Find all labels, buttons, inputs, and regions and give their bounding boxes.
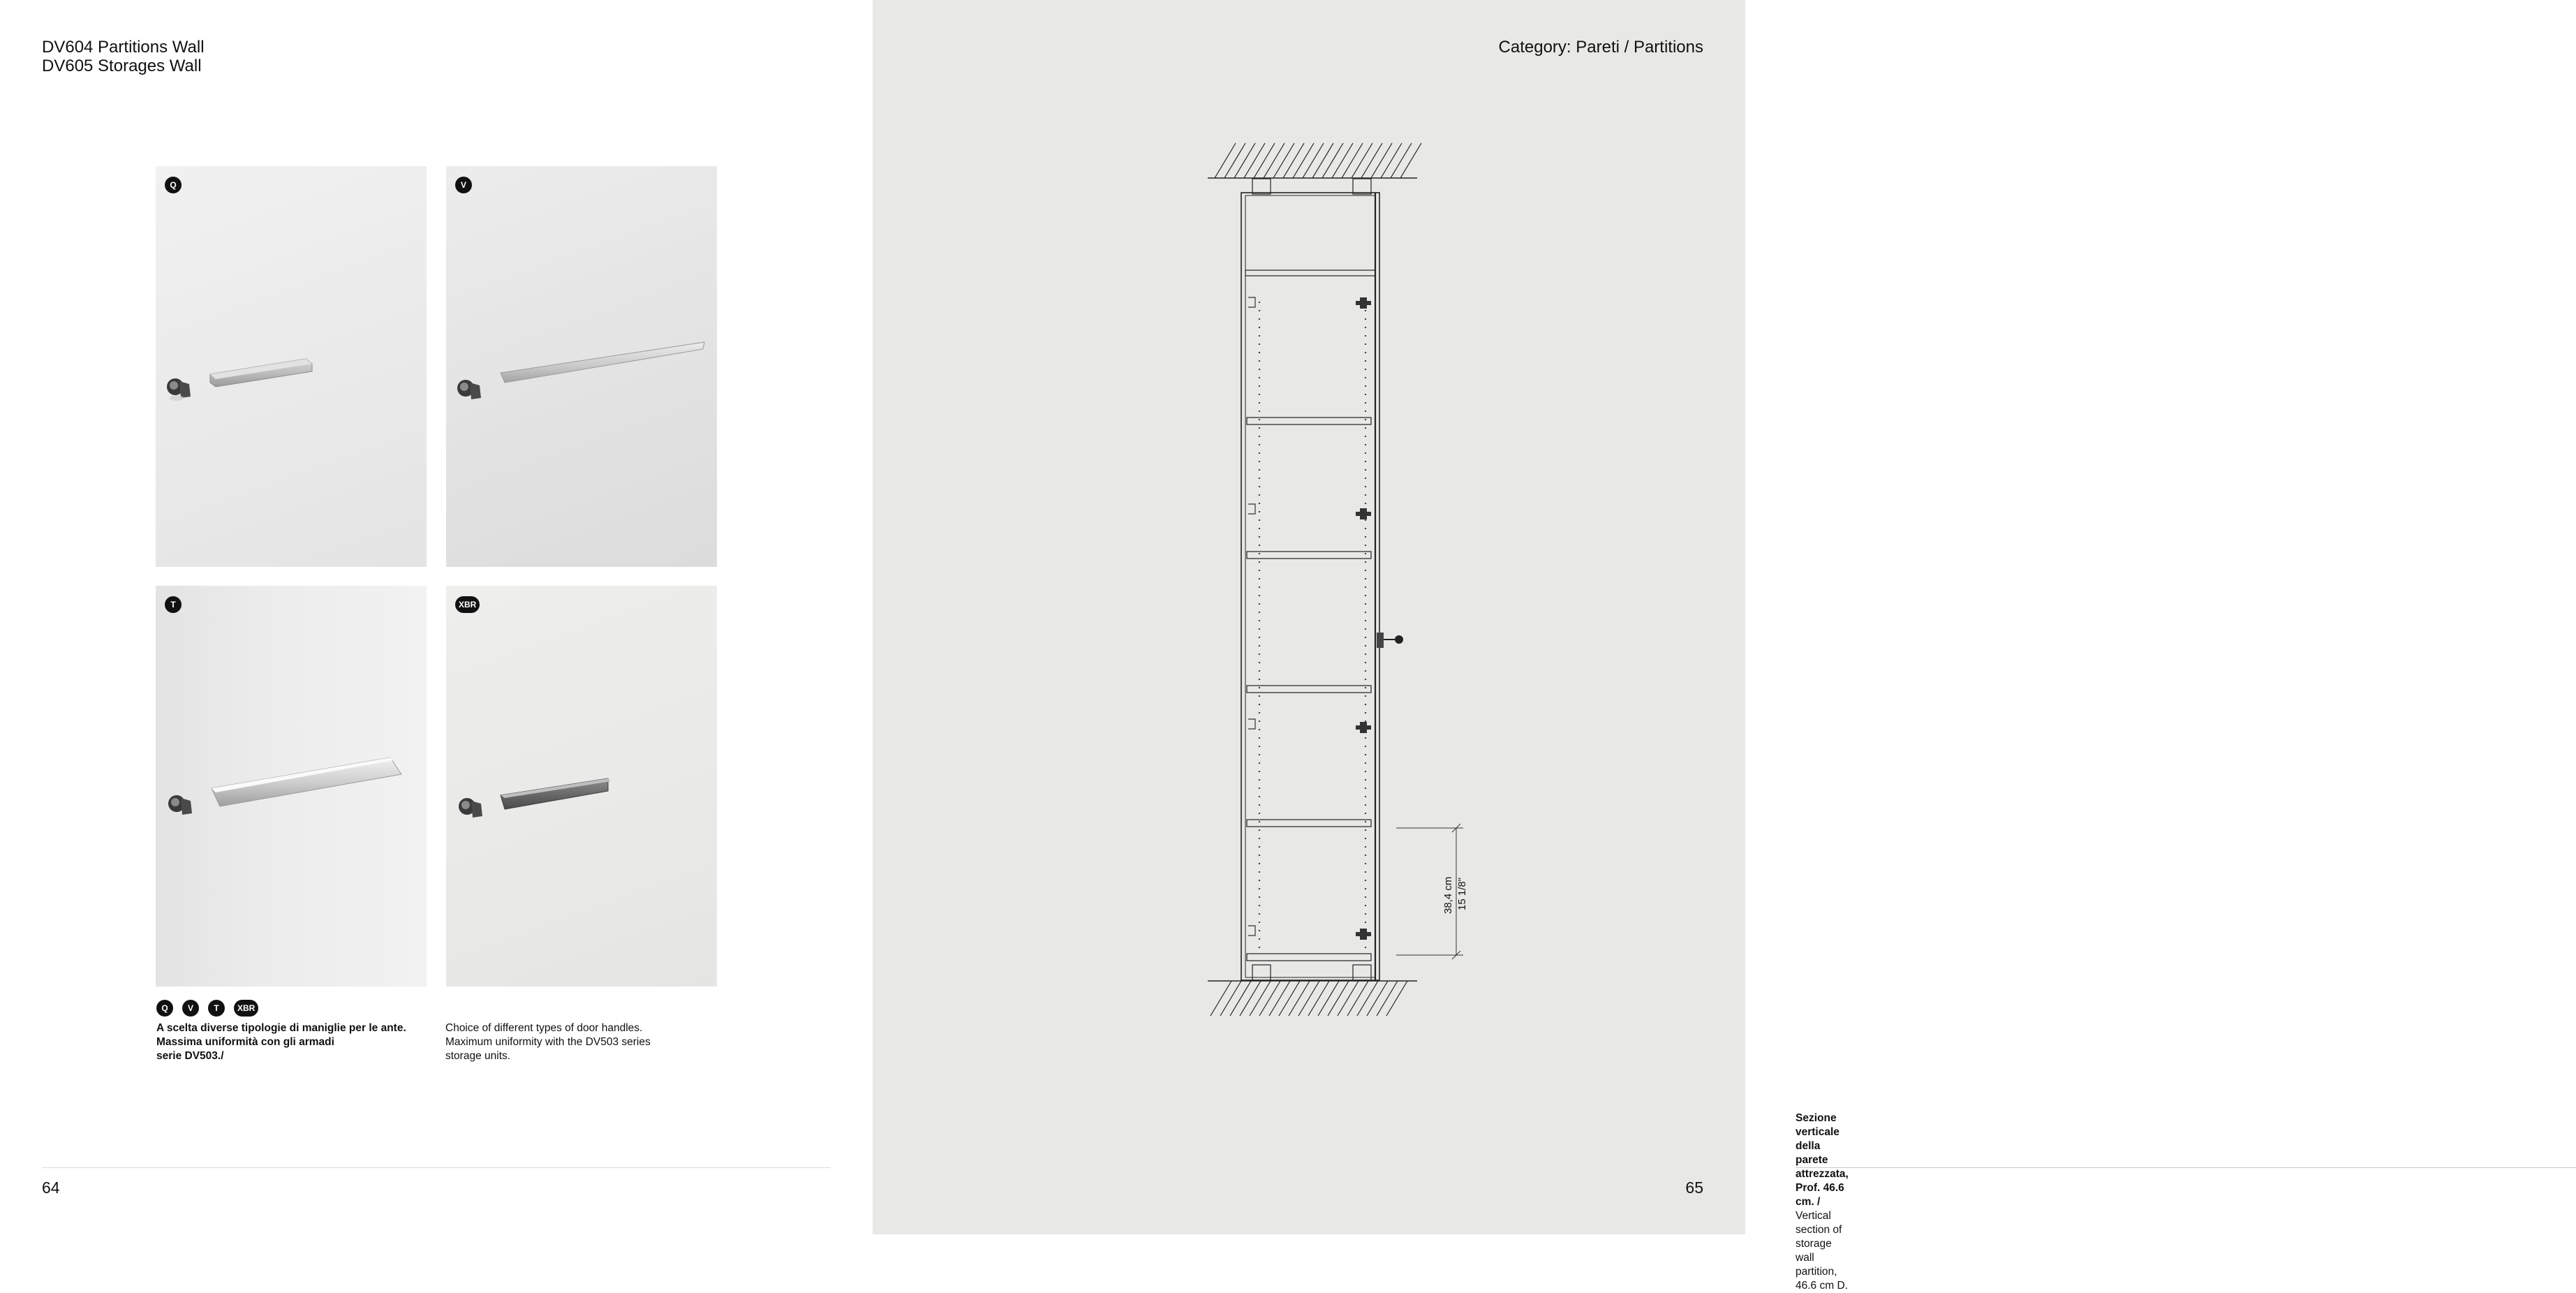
lock-icon	[1377, 633, 1403, 648]
page-number-right: 65	[1685, 1179, 1703, 1197]
left-page	[0, 0, 873, 1234]
page-number-left: 64	[42, 1179, 60, 1197]
handle-photo-q	[156, 166, 427, 567]
section-caption	[1796, 1111, 1849, 1293]
caption-en-line: Choice of different types of door handles.	[445, 1022, 643, 1034]
title-line-storages: DV605 Storages Wall	[42, 57, 202, 75]
ceiling-hatch	[1215, 143, 1421, 178]
caption-en-line: Maximum uniformity with the DV503 series	[445, 1036, 651, 1048]
drilling-holes	[1259, 302, 1365, 950]
badge-t: T	[165, 596, 182, 613]
dimension-label-cm: 38,4 cm	[1442, 876, 1454, 914]
badge-q: Q	[156, 1000, 173, 1017]
handle-photo-xbr	[446, 586, 717, 987]
handle-photo-t	[156, 586, 427, 987]
section-caption-english: Vertical section of storage wall partition, 46.6 cm D.	[1796, 1210, 1848, 1292]
badge-q: Q	[165, 177, 182, 193]
section-caption-italian: Sezione verticale della parete attrezzata, Prof. 46.6 cm. /	[1796, 1112, 1849, 1208]
badge-xbr: XBR	[234, 1000, 258, 1017]
title-line-partitions: DV604 Partitions Wall	[42, 38, 205, 57]
handle-t-illustration	[156, 586, 427, 987]
handle-photo-v	[446, 166, 717, 567]
caption-italian	[156, 1021, 436, 1063]
badge-v: V	[455, 177, 472, 193]
caption-en-line: storage units.	[445, 1050, 511, 1062]
handle-badge-row	[156, 1000, 258, 1017]
document-title	[42, 38, 205, 75]
footer-divider	[42, 1167, 831, 1168]
hinges	[1356, 297, 1371, 940]
footer-divider	[1796, 1167, 2576, 1168]
handle-xbr-illustration	[446, 586, 717, 987]
caption-it-line: A scelta diverse tipologie di maniglie per le ante.	[156, 1022, 406, 1034]
caption-it-line: serie DV503./	[156, 1050, 224, 1062]
handle-v-illustration	[446, 166, 717, 567]
category-label: Category: Pareti / Partitions	[1498, 38, 1703, 57]
badge-v: V	[182, 1000, 199, 1017]
caption-it-line: Massima uniformità con gli armadi	[156, 1036, 334, 1048]
caption-english	[445, 1021, 711, 1063]
floor-hatch	[1211, 981, 1407, 1016]
badge-xbr: XBR	[455, 596, 480, 613]
badge-t: T	[208, 1000, 225, 1017]
handle-q-illustration	[156, 166, 427, 567]
dimension-label-inches: 15 1/8"	[1456, 877, 1468, 910]
